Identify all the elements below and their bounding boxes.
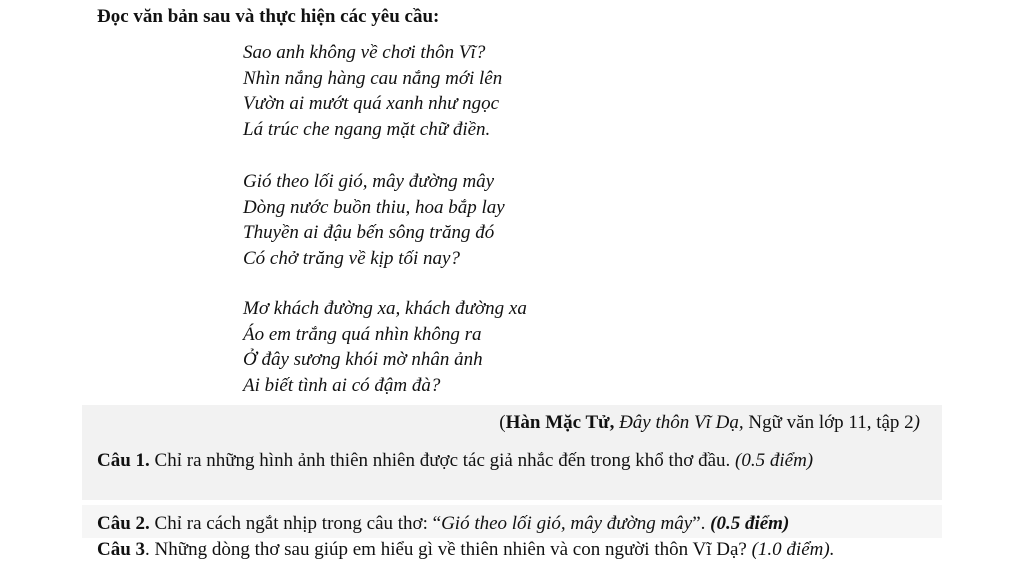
poem-stanza-2 — [243, 169, 505, 271]
question-1 — [97, 448, 937, 473]
question-2 — [97, 511, 937, 536]
question-text: Chỉ ra cách ngắt nhịp trong câu thơ: “ — [154, 513, 442, 534]
poem-line: Lá trúc che ngang mặt chữ điền. — [243, 118, 491, 140]
question-points: (0.5 điểm) — [735, 450, 814, 471]
source-work: Đây thôn Vĩ Dạ, — [619, 412, 744, 433]
source-open-paren: ( — [499, 412, 506, 433]
question-quote-end: ”. — [692, 513, 706, 534]
poem-line: Mơ khách đường xa, khách đường xa — [243, 298, 527, 319]
poem-line: Nhìn nắng hàng cau nắng mới lên — [243, 67, 503, 89]
source-book: Ngữ văn lớp 11, tập 2 — [748, 412, 914, 433]
poem-line: Có chở trăng về kịp tối nay? — [243, 247, 460, 269]
question-text: . Những dòng thơ sau giúp em hiểu gì về thiên nhiên và con người thôn Vĩ Dạ? — [145, 539, 747, 560]
poem-stanza-1 — [243, 40, 502, 142]
question-quote: Gió theo lối gió, mây đường mây — [441, 513, 693, 534]
poem-stanza-3 — [243, 296, 527, 398]
poem-line: Vườn ai mướt quá xanh như ngọc — [243, 93, 500, 114]
poem-line: Thuyền ai đậu bến sông trăng đó — [243, 222, 495, 243]
poem-source-citation — [499, 412, 920, 434]
source-close-paren: ) — [913, 412, 920, 433]
poem-line: Áo em trắng quá nhìn không ra — [243, 323, 482, 345]
poem-line: Dòng nước buồn thiu, hoa bắp lay — [243, 196, 505, 218]
poem-line: Gió theo lối gió, mây đường mây — [243, 171, 495, 192]
question-points: (0.5 điểm) — [710, 513, 790, 534]
question-3 — [97, 537, 937, 562]
poem-line: Sao anh không về chơi thôn Vĩ? — [243, 42, 486, 63]
poem-line: Ai biết tình ai có đậm đà? — [243, 374, 441, 396]
question-points: (1.0 điểm). — [751, 539, 835, 560]
question-label: Câu 2. — [97, 513, 150, 534]
question-label: Câu 3 — [97, 539, 146, 560]
source-author: Hàn Mặc Tử, — [505, 412, 615, 433]
instruction-heading: Đọc văn bản sau và thực hiện các yêu cầu: — [97, 6, 440, 27]
question-label: Câu 1. — [97, 450, 150, 471]
poem-line: Ở đây sương khói mờ nhân ảnh — [243, 349, 483, 370]
question-text: Chỉ ra những hình ảnh thiên nhiên được tác giả nhắc đến trong khổ thơ đầu. — [154, 450, 731, 471]
